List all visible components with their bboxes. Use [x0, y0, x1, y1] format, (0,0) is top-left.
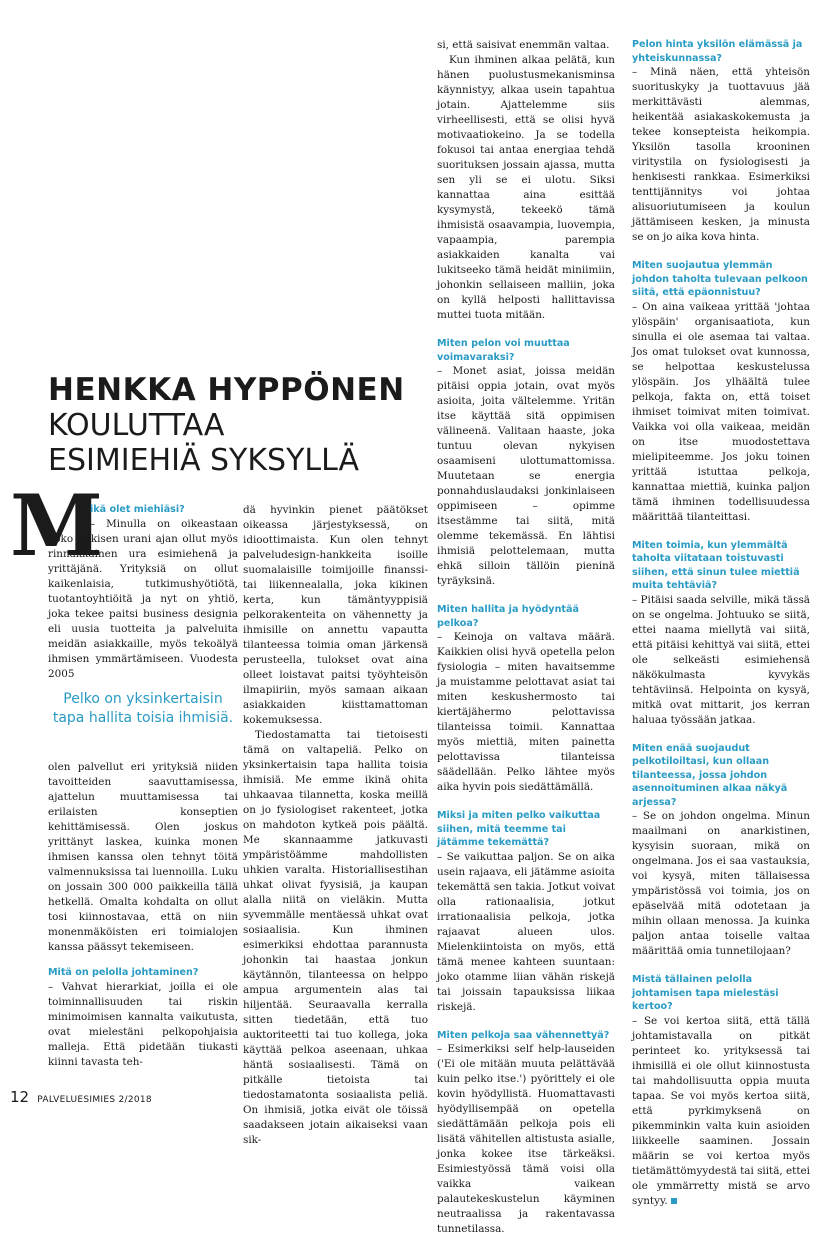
column-4: [632, 38, 810, 1209]
question-heading: Mitä on pelolla johtaminen?: [48, 967, 199, 978]
final-answer-text: – Se voi kertoa siitä, että tällä johtamistavalla on pitkät perinteet ko. yrityksessä tai ihmisillä ei ole ollut kiinnostusta tai mahdollisuutta oppia muuta tapaa. Se voi myös kertoa siitä, että pyrkimyksenä on pikemminkin valta kuin asioiden liikkeelle saaminen. Jossain määrin se voi kertoa myös tietämättömyydestä tai siitä, ettei ole ymmärretty mistä se arvo syntyy.: [632, 1014, 810, 1207]
subtitle-line-2: ESIMIEHIÄ SYKSYLLÄ: [48, 443, 360, 478]
answer-paragraph: – Keinoja on valtava määrä. Kaikkien olisi hyvä opetella pelon fysiologia – miten havaitsemme ja muistamme pelottavat asiat tai miten keskushermosto tai kiertäjähermo pelottavissa tilanteissa toimii. Kannattaa myös miettiä, miten painetta pelottavissa tilanteissa säädellään. Pelko lähtee myös aika hyvin pois siedättämällä.: [437, 631, 615, 793]
question-heading: Miten pelkoja saa vähennettyä?: [437, 1029, 610, 1041]
article-title-name: HENKKA HYPPÖNEN: [48, 372, 405, 408]
answer-paragraph: – Esimerkiksi self help-lauseiden ('Ei ole mitään muuta pelättävää kuin pelko itse.') pyörittely ei ole kovin hyödyllistä. Huomattavasti hyödyllisempää on opetella siedättämään pelkoja pois eli lisätä vähitellen altistusta asialle, jonka kokee itse tärkeäksi. Esimiestyössä tämä voisi olla vaikka vaikean palautekeskustelun käyminen neutraalissa ja rakentavassa tunnetilassa.: [437, 1043, 615, 1235]
answer-paragraph: – Pitäisi saada selville, mikä tässä on se ongelma. Johtuuko se siitä, ettei naama miellytä vai siitä, että pitäisi kehittyä vai siitä, ettei ole selkeästi esimiehensä näkökulmasta kyvykäs tehtäviinsä. Helpointa on kysyä, mitkä ovat mittarit, jos kerran haluaa työssään jatkaa.: [632, 593, 810, 726]
end-mark-icon: [671, 1198, 677, 1204]
question-heading: Miksi ja miten pelko vaikuttaa siihen, mitä teemme tai jätämme tekemättä?: [437, 810, 601, 848]
intro-answer: – Minulla on oikeastaan koko julkisen urani ajan ollut myös rinnakkainen ura esimiehenä ja yrittäjänä. Yrityksiä on ollut kaikenlaisia, tutkimushyötiötä, tuotantoyhtiöitä ja nyt on yhtiö, joka tekee paitsi business designia eli uusia tuotteita ja palveluita meidän asiakkaille, myös tekoälyä ihmisen ymmärtämiseen. Vuodesta 2005: [48, 518, 238, 680]
paragraph: olen palvellut eri yrityksiä niiden tavoitteiden saavuttamisessa, ajattelun muuttamisessa tai erilaisten konseptien kehittämisessä. Olen joskus yrittänyt laskea, kuinka monen ihmisen kanssa olen tehnyt töitä valmennuksissa tai luennoilla. Luku on jossain 300 000 paikkeilla tällä hetkellä. Omalta kohdalta on ollut tosi kiinnostavaa, että on niin monenmäköisten eri toimialojen kanssa päässyt tekemiseen.: [48, 761, 238, 953]
answer-paragraph: – Monet asiat, joissa meidän pitäisi oppia jotain, ovat myös asioita, joita vältelemme. Yritän itse käyttää sitä oppimisen välineenä. Valitaan haaste, joka tuntuu olevan nykyisen osaamiseni ulottumattomissa. Muutetaan se energia ponnahduslaudaksi jonkinlaiseen oppimiseen – opimme itsestämme tai siitä, mitä olemme tekemässä. En lähtisi ihmisiä pelottelemaan, mutta ehkä silloin tällöin pieninä tyräyksinä.: [437, 365, 615, 587]
question-heading: Miten toimia, kun ylemmältä taholta viitataan toistuvasti siihen, että sinun tulee miettiä muita tehtäviä?: [632, 539, 800, 591]
publication-name: PALVELUESIMIES 2/2018: [37, 1095, 152, 1105]
paragraph: dä hyvinkin pienet päätökset oikeassa järjestyksessä, on idioottimaista. Kun olen tehnyt palveludesign-hankkeita isoille suomalaisille toimijoille finanssi- tai liikennealalla, joka kikinen kerta, kun tämäntyyppisiä pelkorakenteita on vähennetty ja ihmisille on annettu vapautta tilanteessa toimia oman järkensä perusteella, tulokset ovat aina olleet loistavat paitsi työyhteisön ilmapiiriin, myös samaan aikaan asiakkaiden kiisttamattoman kokemuksessa.: [243, 504, 428, 726]
page-footer: [10, 1088, 152, 1106]
pull-quote: Pelko on yksinkertaisin tapa hallita toisia ihmisiä.: [52, 691, 234, 726]
article-subtitle: [48, 408, 359, 478]
answer-paragraph: – On aina vaikeaa yrittää 'johtaa ylöspäin' organisaatiota, kun sinulla ei ole asemaa tai valtaa. Jos omat tulokset ovat kunnossa, se helpottaa keskustelussa ylöspäin. Jos ylhäältä tulee pelkoja, fakta on, että toiset ihmiset toimivat miten toimivat. Vaikka voi olla vaikeaa, meidän on itse muodostettava mielipiteemme. Jos joku toinen yrittää istuttaa pelkoja, kannattaa miettiä, kuinka paljon tämä ihminen todellisuudessa määrittää tilanteittasi.: [632, 300, 810, 523]
column-2: [243, 503, 428, 1148]
paragraph: si, että saisivat enemmän valtaa.: [437, 39, 610, 51]
question-heading: Miten pelon voi muuttaa voimavaraksi?: [437, 338, 570, 363]
question-heading: Mistä tällainen pelolla johtamisen tapa mielestäsi kertoo?: [632, 974, 779, 1012]
column-1-lower: [48, 760, 238, 1070]
answer-paragraph: – Vahvat hierarkiat, joilla ei ole toiminnallisuuden tai riskin minimoimisen kannalta vaikutusta, ovat mielestäni pelkopohjaisia malleja. Että pidetään tiukasti kiinni tavasta teh-: [48, 980, 238, 1068]
answer-paragraph: – Se vaikuttaa paljon. Se on aika usein rajaava, eli jätämme asioita tekemättä sen takia. Jotkut voivat olla rationaalisia, jotkut irrationaalisia pelkoja, jotka rajaavat alueen ulos. Mielenkiintoista on myös, että tämä menee kahteen suuntaan: joko otamme liian vähän riskejä tai joissain tapauksissa liikaa riskejä.: [437, 850, 615, 1013]
answer-paragraph: [632, 1014, 810, 1209]
paragraph: Tiedostamatta tai tietoisesti tämä on valtapeliä. Pelko on yksinkertaisin tapa hallita toisia ihmisiä. Me emme ikinä ohita uhkaavaa tilannetta, koska meillä on jo fysiologiset rakenteet, jotka on mahdoton kytkeä pois päältä. Me skannaamme jatkuvasti ympäristöämme mahdollisten uhkien varalta. Historiallisestihan uhkat olivat fyysisiä, ja kaupan alalla niitä on vieläkin. Mutta syvemmälle mentäessä uhkat ovat sosiaalisia. Kun ihminen esimerkiksi ehdottaa parannusta johonkin tai haastaa jonkun käytännön, tilanteessa on helppo ampua argumentein alas tai hiljentää. Seuraavalla kerralla sitten tiedetään, että tuo auktoriteetti tai tuo kollega, joka käyttää pelkoa aseenaan, uhkaa häntä sosiaalisesti. Tämä on pitkälle tietoista tai tiedostamatonta sosiaalista peliä. On ihmisiä, jotka eivät ole töissä saadakseen jotain aikaiseksi vaan sik-: [243, 729, 428, 1146]
question-heading: Miten hallita ja hyödyntää pelkoa?: [437, 604, 579, 629]
drop-cap: M: [10, 476, 103, 575]
intro-question-block: [90, 503, 236, 517]
intro-question: ikä olet miehiäsi?: [90, 504, 185, 515]
page-number: 12: [10, 1088, 30, 1106]
subtitle-line-1: KOULUTTAA: [48, 408, 225, 443]
column-3: [437, 38, 615, 1237]
question-heading: Pelon hinta yksilön elämässä ja yhteiskunnassa?: [632, 39, 803, 64]
answer-paragraph: – Minä näen, että yhteisön suorituskyky ja tuottavuus jää merkittävästi alemmas, heikentää asiakaskokemusta ja tekee konsepteista heikompia. Yksilön tasolla krooninen viritystila on fysiologisesti ja henkisesti rankkaa. Esimerkiksi tenttijännitys voi johtaa alisuoriutumiseen ja koulun jättämiseen kesken, ja minusta se on jo aika kova hinta.: [632, 66, 810, 243]
question-heading: Miten suojautua ylemmän johdon taholta tulevaan pelkoon siitä, että epäonnistuu?: [632, 260, 808, 298]
paragraph: Kun ihminen alkaa pelätä, kun hänen puolustusmekanisminsa käynnistyy, alkaa usein tapahtua jotain. Ajattelemme siis virheellisesti, että se olisi hyvä motivaatiokeino. Ja se todella fokusoi tai antaa energiaa tehdä suorituksen jossain ajassa, mutta sen yli se ei ulotu. Siksi kannattaa aina esittää kysymystä, tekeekö tämä ihmisistä osaavampia, luovempia, vapaampia, parempia asiakkaiden kanalta vai lukitseeko tämä heidät miniimiin, johonkin sellaiseen malliin, joka on kyllä helposti hallittavissa muttei tuota mitään.: [437, 54, 615, 321]
question-heading: Miten enää suojaudut pelkotiloiltasi, kun ollaan tilanteessa, jossa johdon asennoituminen alkaa näkyä arjessa?: [632, 742, 788, 808]
answer-paragraph: – Se on johdon ongelma. Minun maailmani on anarkistinen, kysyisin suoraan, mikä on ongelmana. Jos ei saa vastauksia, voi kysyä, miten tällaisessa ympäristössä voi toimia, jos on epäselvää mitä odotetaan ja mihin ollaan menossa. Ja kuinka paljon antaa toiselle valtaa määrittää omia tunnetilojaan?: [632, 810, 810, 957]
